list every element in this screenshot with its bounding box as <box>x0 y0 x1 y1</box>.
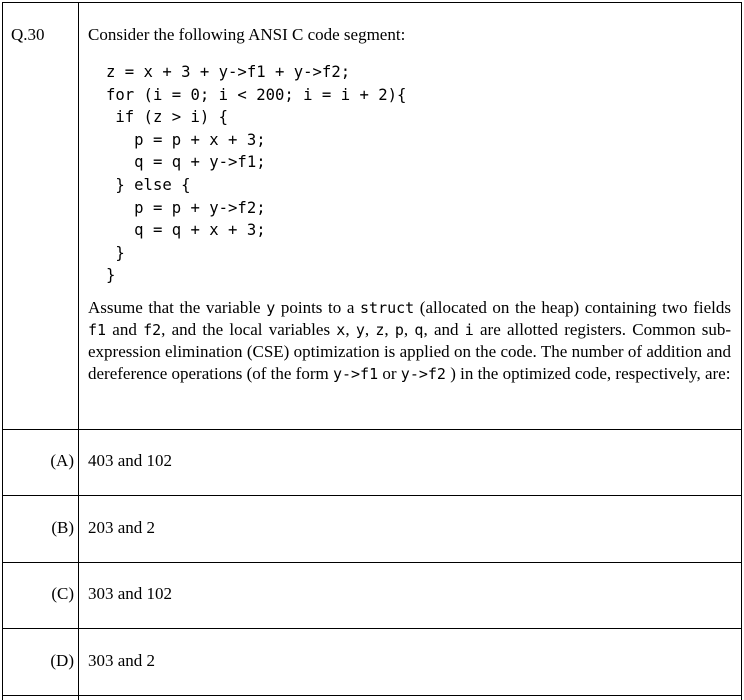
code-line: } <box>106 243 125 262</box>
row-separator <box>2 695 742 696</box>
body-text: , <box>384 320 395 339</box>
body-text: and <box>106 320 144 339</box>
code-line: } <box>106 266 116 285</box>
row-separator <box>2 495 742 496</box>
code-line: p = p + y->f2; <box>106 198 266 217</box>
inline-code: i <box>464 321 474 339</box>
inline-code: y <box>266 299 276 317</box>
code-line: for (i = 0; i < 200; i = i + 2){ <box>106 85 407 104</box>
option-c-text: 303 and 102 <box>88 584 173 603</box>
question-body <box>88 297 731 385</box>
body-text: , <box>364 320 376 339</box>
body-text: , <box>345 320 356 339</box>
inline-code: f2 <box>143 321 162 339</box>
code-line: z = x + 3 + y->f1 + y->f2; <box>106 63 351 81</box>
inline-code: struct <box>360 299 415 317</box>
inline-code: x <box>336 321 346 339</box>
code-line: p = p + x + 3; <box>106 130 266 149</box>
option-b-text: 203 and 2 <box>88 518 156 537</box>
body-text: , and <box>423 320 465 339</box>
inline-code: p <box>394 321 404 339</box>
row-separator <box>2 562 742 563</box>
body-text: ) in the optimized code, respectively, are: <box>445 364 731 383</box>
inline-code: y->f2 <box>400 365 446 383</box>
body-text: Assume that the variable <box>88 298 267 317</box>
option-a-text: 403 and 102 <box>88 451 173 470</box>
inline-code: f1 <box>88 321 107 339</box>
question-intro: Consider the following ANSI C code segment: <box>88 25 406 44</box>
table-border-right <box>741 2 742 700</box>
body-text: , and the local variables <box>161 320 337 339</box>
body-text: or <box>378 364 401 383</box>
code-block <box>106 61 406 287</box>
inline-code: z <box>375 321 385 339</box>
code-line: q = q + x + 3; <box>106 221 266 240</box>
body-text: , <box>403 320 415 339</box>
inline-code: q <box>414 321 424 339</box>
table-border-top <box>2 2 742 3</box>
option-b-label: (B) <box>51 518 74 537</box>
body-text: (allocated on the heap) containing two fields <box>414 298 732 317</box>
body-text: points to a <box>275 298 361 317</box>
inline-code: y->f1 <box>332 365 379 383</box>
code-line: if (z > i) { <box>106 108 229 127</box>
code-line: q = q + y->f1; <box>106 153 266 172</box>
inline-code: y <box>355 321 365 339</box>
row-separator <box>2 429 742 430</box>
option-a-label: (A) <box>50 451 74 470</box>
option-c-label: (C) <box>51 584 74 603</box>
code-line: } else { <box>106 175 191 194</box>
table-border-divider <box>78 2 79 700</box>
row-separator <box>2 628 742 629</box>
body-text: are allotted registers. Common sub-expression elimination (CSE) optimization is applied on the code. The number of addition and dereference operations (of the form <box>88 320 732 383</box>
option-d-text: 303 and 2 <box>88 651 156 670</box>
option-d-label: (D) <box>50 651 74 670</box>
question-number: Q.30 <box>11 25 45 44</box>
